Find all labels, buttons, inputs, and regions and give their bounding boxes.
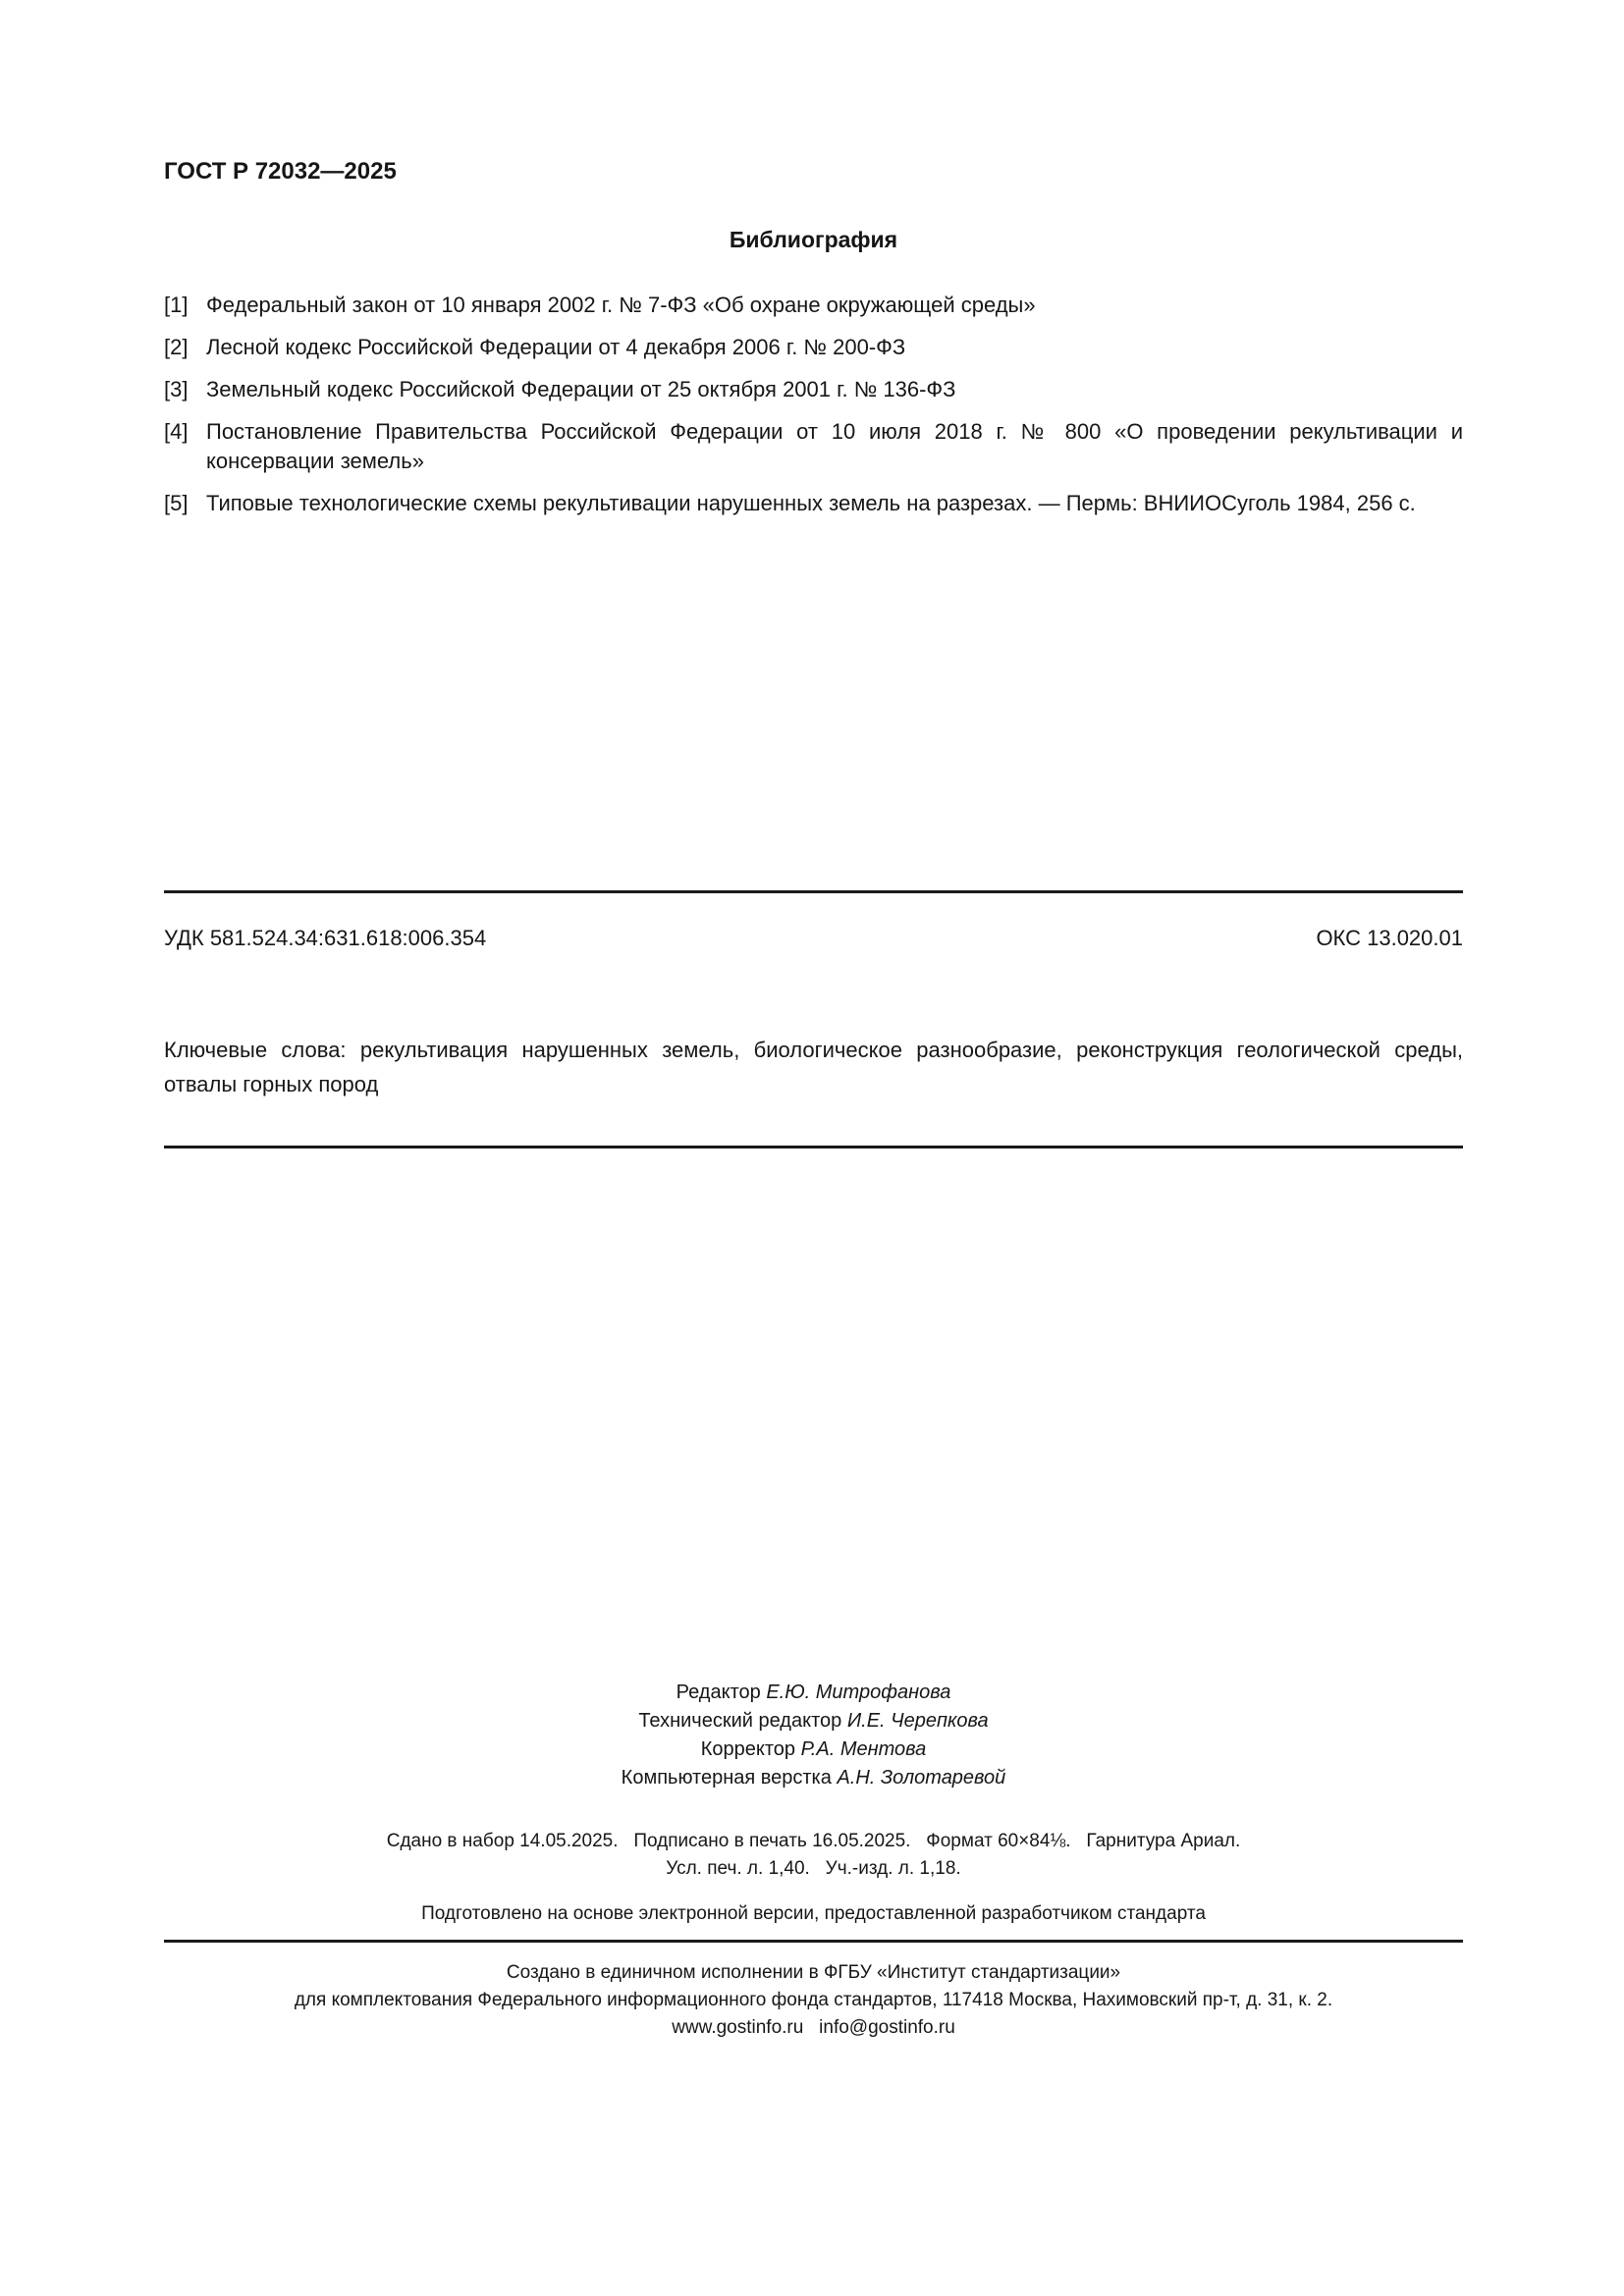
staff-line	[164, 1735, 1463, 1764]
bibliography-item-text: Федеральный закон от 10 января 2002 г. № 7-ФЗ «Об охране окружающей среды»	[206, 293, 1036, 317]
horizontal-divider-bottom	[164, 1940, 1463, 1943]
bibliography-item-text: Постановление Правительства Российской Федерации от 10 июля 2018 г. № 800 «О проведении рекультивации и консервации земель»	[206, 419, 1463, 473]
classification-row	[164, 925, 1463, 951]
bibliography-item-text: Типовые технологические схемы рекультивации нарушенных земель на разрезах. — Пермь: ВНИИОСуголь 1984, 256 с.	[206, 491, 1416, 515]
bibliography-item-number: [1]	[164, 293, 189, 317]
bibliography-item-number: [5]	[164, 491, 189, 515]
horizontal-divider-middle	[164, 1146, 1463, 1148]
bibliography-item	[164, 375, 1463, 404]
keywords-text: Ключевые слова: рекультивация нарушенных земель, биологическое разнообразие, реконструкция геологической среды, отвалы горных пород	[164, 1038, 1463, 1096]
staff-name: Р.А. Ментова	[800, 1738, 927, 1760]
bibliography-item-text: Лесной кодекс Российской Федерации от 4 декабря 2006 г. № 200-ФЗ	[206, 335, 906, 359]
bibliography-item	[164, 333, 1463, 362]
bibliography-list	[164, 291, 1463, 518]
issuer-contacts: www.gostinfo.ru info@gostinfo.ru	[672, 2017, 955, 2038]
prepared-note: Подготовлено на основе электронной версии, предоставленной разработчиком стандарта	[421, 1903, 1206, 1924]
oks-code: ОКС 13.020.01	[1316, 926, 1463, 950]
staff-role: Корректор	[700, 1738, 796, 1760]
staff-role: Технический редактор	[638, 1710, 842, 1732]
issuer-line: Создано в единичном исполнении в ФГБУ «Институт стандартизации»	[506, 1962, 1121, 1983]
staff-line	[164, 1707, 1463, 1735]
bibliography-item	[164, 291, 1463, 320]
print-info-line: Сдано в набор 14.05.2025. Подписано в печать 16.05.2025. Формат 60×84⅛. Гарнитура Ариал.	[386, 1831, 1241, 1851]
bibliography-item-number: [2]	[164, 335, 189, 359]
staff-role: Компьютерная верстка	[621, 1767, 832, 1789]
bibliography-title: Библиография	[729, 227, 898, 252]
bibliography-item	[164, 417, 1463, 476]
staff-name: Е.Ю. Митрофанова	[766, 1682, 951, 1703]
print-info	[164, 1828, 1463, 1883]
bibliography-item-text: Земельный кодекс Российской Федерации от 25 октября 2001 г. № 136-ФЗ	[206, 377, 956, 401]
staff-name: А.Н. Золотаревой	[837, 1767, 1006, 1789]
staff-role: Редактор	[676, 1682, 761, 1703]
bibliography-item-number: [3]	[164, 377, 189, 401]
staff-line	[164, 1679, 1463, 1707]
staff-line	[164, 1764, 1463, 1792]
doc-code: ГОСТ Р 72032—2025	[164, 158, 397, 185]
bibliography-item-number: [4]	[164, 419, 189, 444]
issuer-line: для комплектования Федерального информационного фонда стандартов, 117418 Москва, Нахимовский пр-т, д. 31, к. 2.	[294, 1990, 1333, 2010]
bibliography-item	[164, 489, 1463, 518]
issuer-info	[164, 1959, 1463, 2042]
colophon-staff	[164, 1679, 1463, 1792]
udk-code: УДК 581.524.34:631.618:006.354	[164, 926, 487, 950]
staff-name: И.Е. Черепкова	[846, 1710, 989, 1732]
horizontal-divider-top	[164, 890, 1463, 893]
print-info-line: Усл. печ. л. 1,40. Уч.-изд. л. 1,18.	[666, 1858, 961, 1879]
